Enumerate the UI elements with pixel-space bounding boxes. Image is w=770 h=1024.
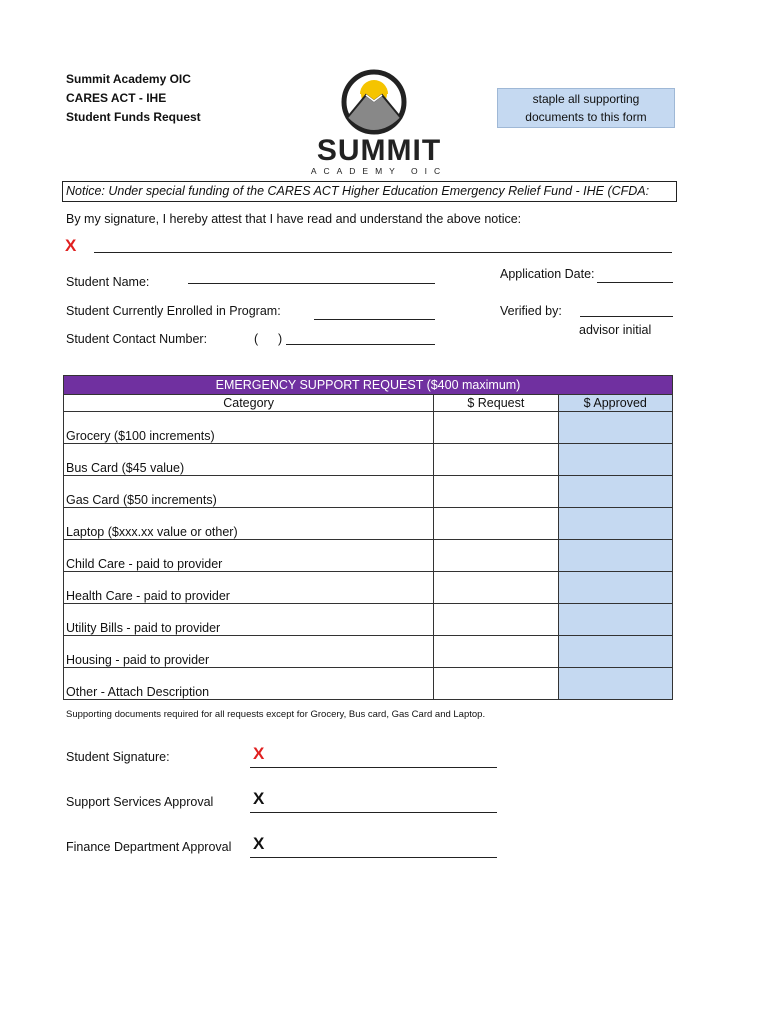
staple-note-line1: staple all supporting bbox=[532, 92, 640, 106]
category-column-header: Category bbox=[64, 395, 434, 412]
supporting-docs-footnote: Supporting documents required for all requests except for Grocery, Bus card, Gas Card and Laptop. bbox=[66, 709, 486, 720]
table-row bbox=[64, 572, 673, 604]
category-child-care: Child Care - paid to provider bbox=[64, 540, 434, 572]
approved-amount-cell[interactable] bbox=[558, 444, 673, 476]
emergency-request-table bbox=[63, 375, 673, 700]
staple-note bbox=[497, 88, 675, 128]
table-title: EMERGENCY SUPPORT REQUEST ($400 maximum) bbox=[64, 376, 673, 395]
cares-notice: Notice: Under special funding of the CARES ACT Higher Education Emergency Relief Fund - IHE (CFDA: bbox=[62, 181, 677, 202]
category-laptop: Laptop ($xxx.xx value or other) bbox=[64, 508, 434, 540]
finance-approval-signature-line[interactable] bbox=[250, 857, 497, 858]
approved-amount-cell[interactable] bbox=[558, 604, 673, 636]
table-row bbox=[64, 604, 673, 636]
student-signature-x-mark: X bbox=[253, 744, 265, 763]
category-gas-card: Gas Card ($50 increments) bbox=[64, 476, 434, 508]
summit-logo bbox=[300, 68, 460, 180]
support-services-signature-line[interactable] bbox=[250, 812, 497, 813]
advisor-initial-label: advisor initial bbox=[579, 323, 652, 337]
attest-x-mark: X bbox=[65, 236, 77, 255]
finance-approval-x-mark: X bbox=[253, 834, 265, 853]
table-row bbox=[64, 540, 673, 572]
finance-approval-label: Finance Department Approval bbox=[66, 840, 232, 854]
enrolled-program-line[interactable] bbox=[314, 319, 435, 320]
approved-amount-cell[interactable] bbox=[558, 412, 673, 444]
attest-signature-line[interactable] bbox=[94, 252, 672, 253]
logo-wordmark: SUMMIT bbox=[316, 134, 442, 167]
request-amount-cell[interactable] bbox=[434, 508, 558, 540]
program-name: CARES ACT - IHE bbox=[66, 91, 167, 105]
student-signature-line[interactable] bbox=[250, 767, 497, 768]
approved-amount-cell[interactable] bbox=[558, 476, 673, 508]
enrolled-program-label: Student Currently Enrolled in Program: bbox=[66, 304, 281, 318]
request-amount-cell[interactable] bbox=[434, 540, 558, 572]
support-services-x-mark: X bbox=[253, 789, 265, 808]
table-row bbox=[64, 412, 673, 444]
table-row bbox=[64, 668, 673, 700]
attest-text: By my signature, I hereby attest that I have read and understand the above notice: bbox=[66, 212, 522, 226]
verified-by-line[interactable] bbox=[580, 316, 673, 317]
support-services-label: Support Services Approval bbox=[66, 795, 214, 809]
category-utility-bills: Utility Bills - paid to provider bbox=[64, 604, 434, 636]
approved-amount-cell[interactable] bbox=[558, 540, 673, 572]
student-signature-label: Student Signature: bbox=[66, 750, 170, 764]
request-amount-cell[interactable] bbox=[434, 412, 558, 444]
form-title: Student Funds Request bbox=[66, 110, 201, 124]
request-amount-cell[interactable] bbox=[434, 604, 558, 636]
approved-column-header: $ Approved bbox=[558, 395, 673, 412]
category-grocery: Grocery ($100 increments) bbox=[64, 412, 434, 444]
org-name: Summit Academy OIC bbox=[66, 72, 191, 86]
category-housing: Housing - paid to provider bbox=[64, 636, 434, 668]
request-amount-cell[interactable] bbox=[434, 444, 558, 476]
student-name-line[interactable] bbox=[188, 283, 435, 284]
verified-by-label: Verified by: bbox=[500, 304, 562, 318]
request-amount-cell[interactable] bbox=[434, 668, 558, 700]
table-row bbox=[64, 444, 673, 476]
category-other: Other - Attach Description bbox=[64, 668, 434, 700]
request-amount-cell[interactable] bbox=[434, 476, 558, 508]
approved-amount-cell[interactable] bbox=[558, 572, 673, 604]
request-amount-cell[interactable] bbox=[434, 636, 558, 668]
student-name-label: Student Name: bbox=[66, 275, 150, 289]
contact-number-line[interactable] bbox=[286, 344, 435, 345]
request-amount-cell[interactable] bbox=[434, 572, 558, 604]
approved-amount-cell[interactable] bbox=[558, 508, 673, 540]
table-row bbox=[64, 508, 673, 540]
staple-note-line2: documents to this form bbox=[525, 110, 647, 124]
table-row bbox=[64, 476, 673, 508]
request-column-header: $ Request bbox=[434, 395, 558, 412]
table-row bbox=[64, 636, 673, 668]
logo-subtitle: ACADEMY OIC bbox=[310, 166, 448, 176]
category-health-care: Health Care - paid to provider bbox=[64, 572, 434, 604]
application-date-label: Application Date: bbox=[500, 267, 595, 281]
approved-amount-cell[interactable] bbox=[558, 636, 673, 668]
phone-close-paren: ) bbox=[278, 332, 283, 346]
category-bus-card: Bus Card ($45 value) bbox=[64, 444, 434, 476]
phone-open-paren: ( bbox=[254, 332, 259, 346]
application-date-line[interactable] bbox=[597, 282, 673, 283]
approved-amount-cell[interactable] bbox=[558, 668, 673, 700]
contact-number-label: Student Contact Number: bbox=[66, 332, 208, 346]
